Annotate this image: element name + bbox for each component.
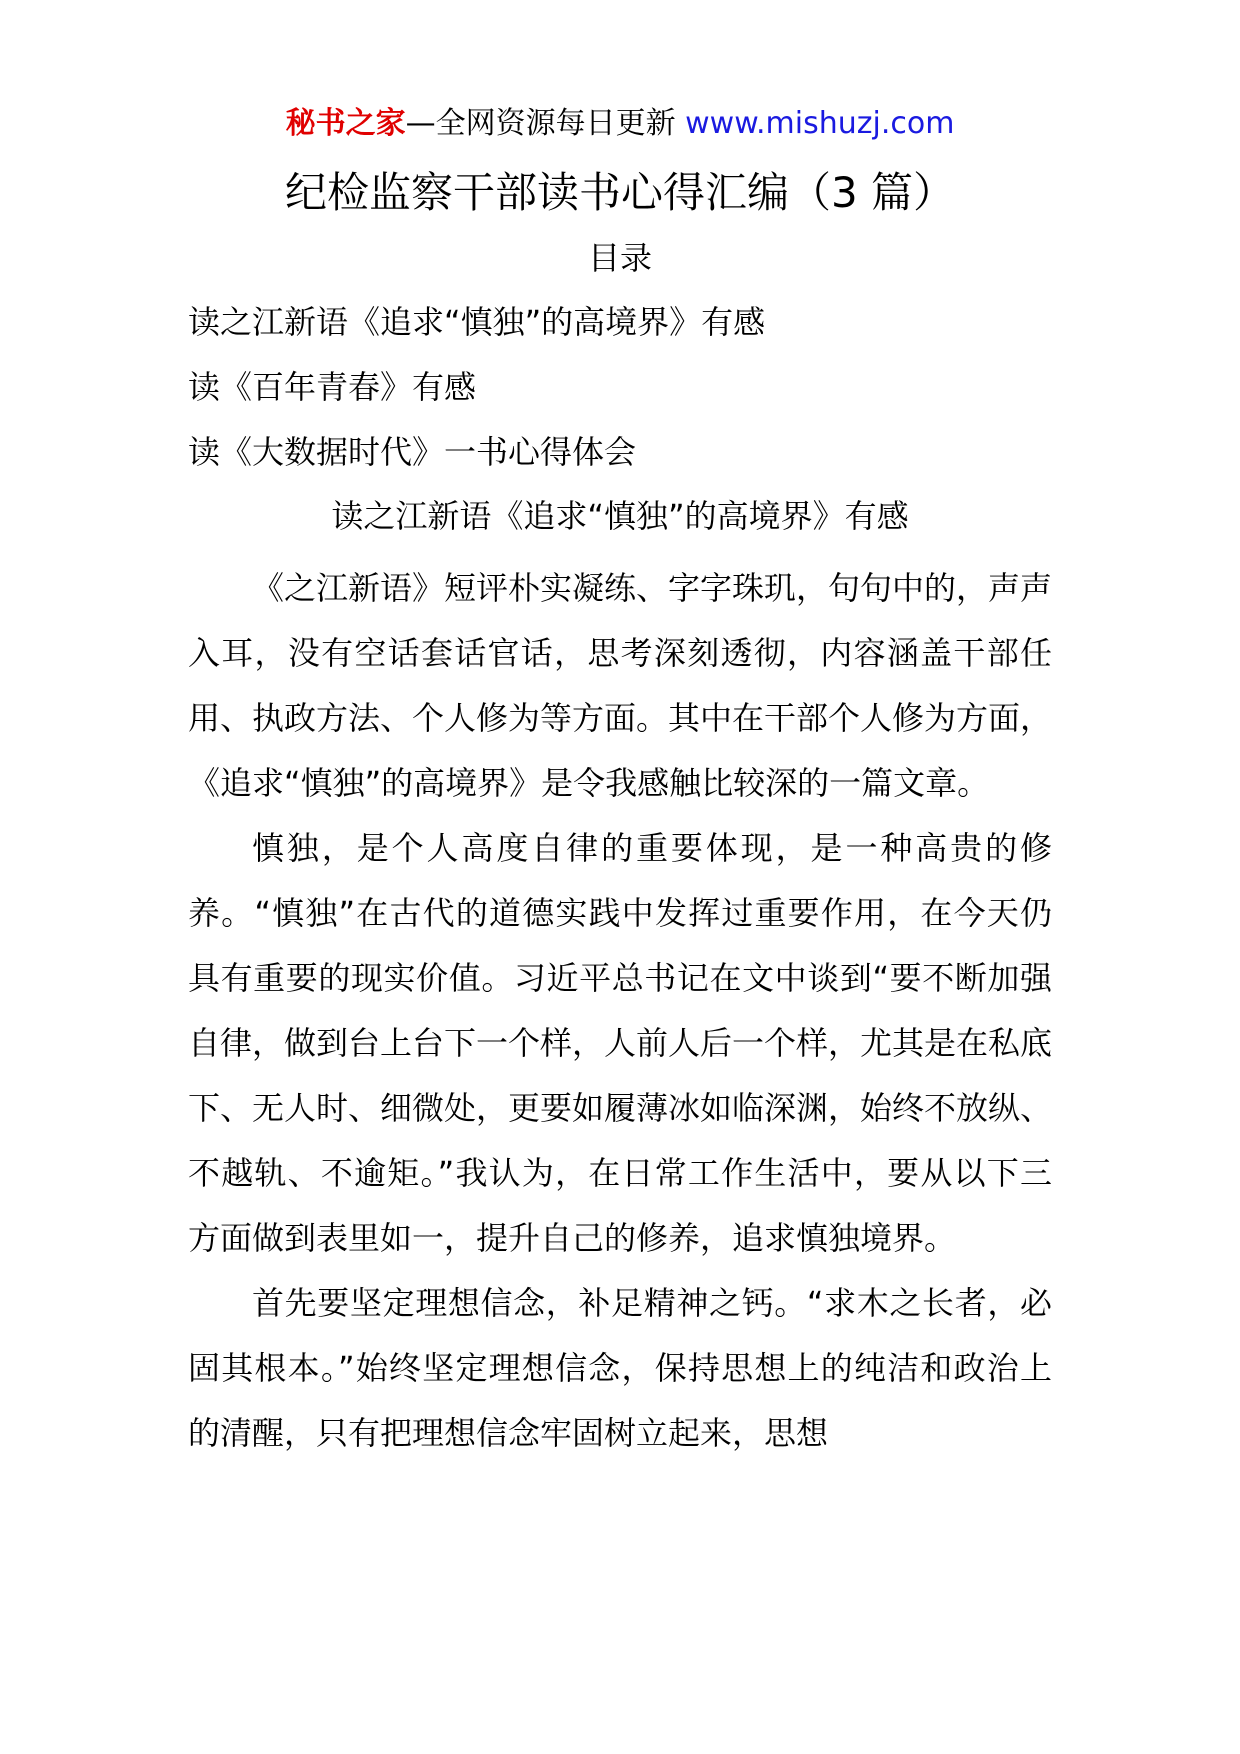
site-header — [0, 104, 1240, 144]
toc-item: 读《大数据时代》一书心得体会 — [188, 433, 637, 471]
body-paragraph: 慎独，是个人高度自律的重要体现，是一种高贵的修养。“慎独”在古代的道德实践中发挥过重要作用，在今天仍具有重要的现实价值。习近平总书记在文中谈到“要不断加强自律，做到台上台下一个样，人前人后一个样，尤其是在私底下、无人时、细微处，更要如履薄冰如临深渊，始终不放纵、不越轨、不逾矩。”我认为，在日常工作生活中，要从以下三方面做到表里如一，提升自己的修养，追求慎独境界。 — [188, 829, 1053, 1257]
table-of-contents — [188, 300, 1068, 495]
body-paragraph: 《之江新语》短评朴实凝练、字字珠玑，句句中的，声声入耳，没有空话套话官话，思考深刻透彻，内容涵盖干部任用、执政方法、个人修为等方面。其中在干部个人修为方面，《追求“慎独”的高境界》是令我感触比较深的一篇文章。 — [188, 569, 1053, 802]
toc-item: 读之江新语《追求“慎独”的高境界》有感 — [188, 303, 766, 341]
document-title: 纪检监察干部读书心得汇编（3 篇） — [284, 168, 956, 217]
body-paragraph: 首先要坚定理想信念，补足精神之钙。“求木之长者，必固其根本。”始终坚定理想信念，保持思想上的纯洁和政治上的清醒，只有把理想信念牢固树立起来，思想 — [188, 1284, 1052, 1452]
article-title: 读之江新语《追求“慎独”的高境界》有感 — [331, 497, 909, 535]
article-body — [188, 556, 1052, 1466]
toc-item: 读《百年青春》有感 — [188, 368, 477, 406]
site-tagline: —全网资源每日更新 — [405, 106, 676, 141]
toc-heading: 目录 — [587, 239, 652, 277]
site-url-link[interactable]: www.mishuzj.com — [685, 106, 955, 141]
site-brand: 秘书之家 — [285, 106, 406, 141]
